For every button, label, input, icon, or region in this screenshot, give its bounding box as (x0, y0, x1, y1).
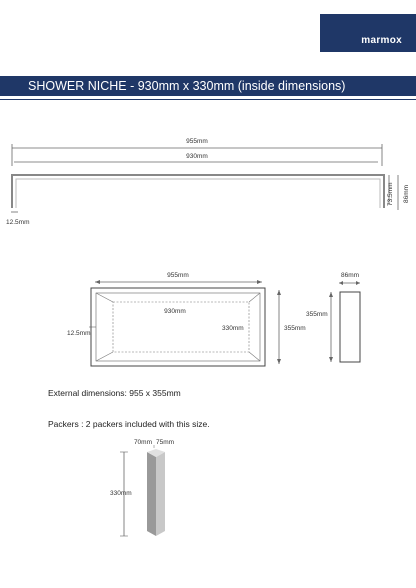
side-depth-arrow-left (339, 281, 343, 285)
profile-flange-label: 12.5mm (6, 219, 30, 226)
external-dimensions-note: External dimensions: 955 x 355mm (48, 388, 181, 398)
page-title: SHOWER NICHE - 930mm x 330mm (inside dimensions) (0, 76, 416, 96)
front-flange-label: 12.5mm (67, 330, 91, 337)
side-height-arrow-bottom (329, 357, 333, 362)
side-depth-arrow-right (356, 281, 360, 285)
brand-name: marmox (361, 35, 402, 46)
front-inner-height-label: 330mm (222, 325, 244, 332)
profile-outline (12, 175, 384, 208)
front-width-arrow-right (257, 280, 262, 284)
front-height-arrow-top (277, 290, 281, 295)
packer-height-label: 330mm (110, 490, 132, 497)
side-height-label: 355mm (306, 311, 328, 318)
packer-face-right (156, 452, 165, 536)
front-width-arrow-left (95, 280, 100, 284)
profile-outer-width-label: 955mm (186, 138, 208, 145)
profile-lip-label: 73.5mm (387, 182, 394, 206)
side-view (329, 281, 360, 362)
front-height-arrow-bottom (277, 359, 281, 364)
side-height-arrow-top (329, 292, 333, 297)
front-inner-width-label: 930mm (164, 308, 186, 315)
profile-depth-label: 86mm (403, 184, 410, 203)
packer-width-b-label: 75mm (156, 439, 175, 446)
front-height-label: 355mm (284, 325, 306, 332)
packer-face-left (147, 452, 156, 536)
side-outline (340, 292, 360, 362)
front-width-label: 955mm (167, 272, 189, 279)
front-view (89, 280, 281, 366)
profile-inner-outline (16, 179, 380, 208)
packers-note: Packers : 2 packers included with this size. (48, 419, 210, 429)
packer-width-a-label: 70mm (133, 439, 152, 446)
profile-inner-width-label: 930mm (186, 153, 208, 160)
side-depth-label: 86mm (340, 272, 360, 279)
